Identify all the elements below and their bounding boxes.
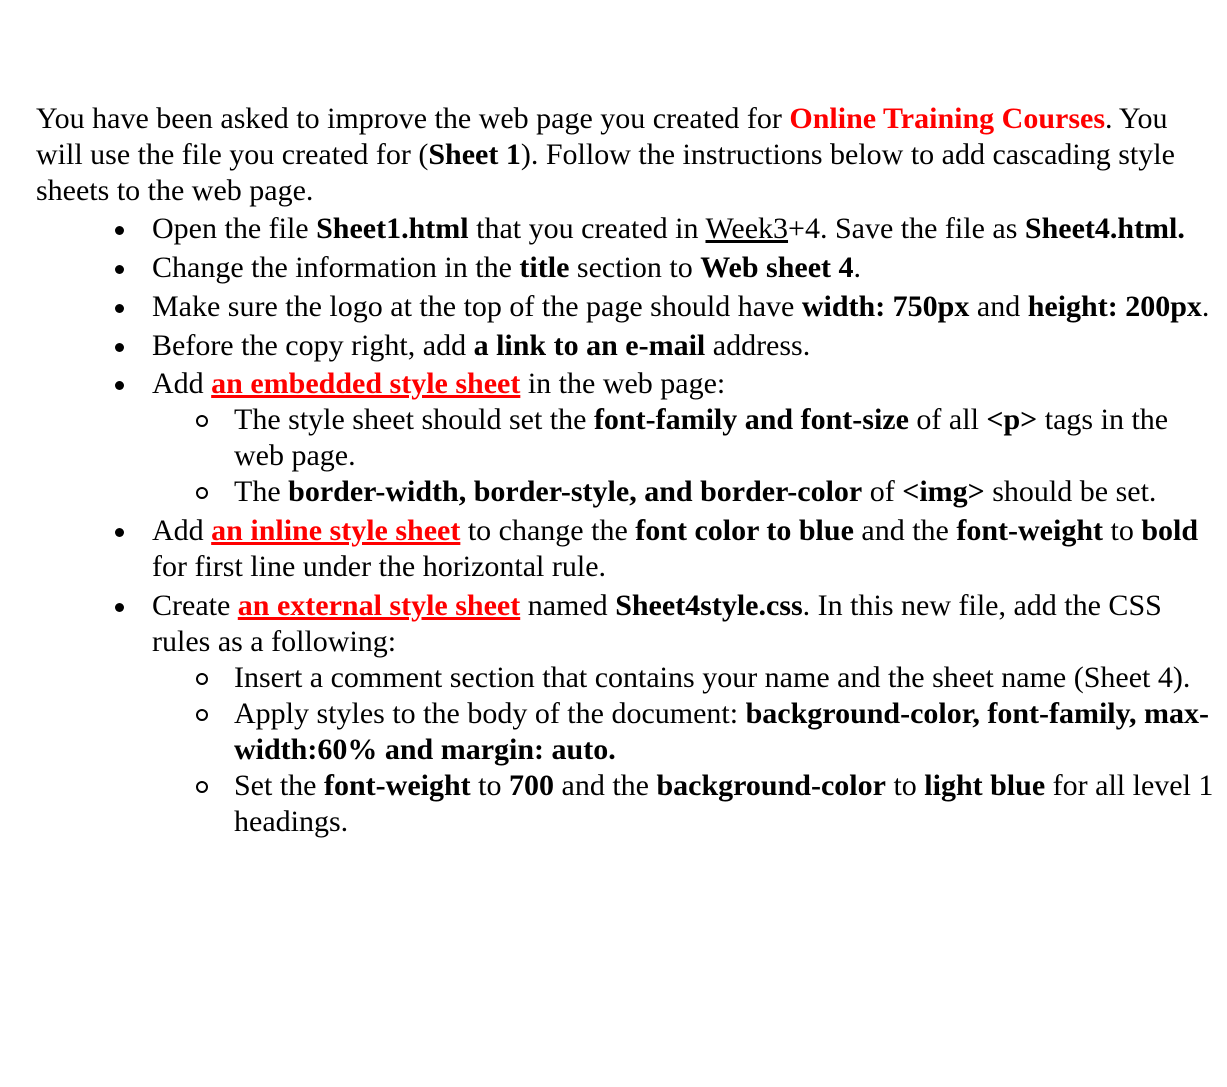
- assignment-document: [36, 101, 1221, 840]
- list-item: Make sure the logo at the top of the page should have width: 750px and height: 200px.: [36, 289, 1221, 325]
- sub-list: [36, 660, 1221, 840]
- sub-list: [36, 402, 1221, 510]
- intro-text: . You will use the file you created for (: [36, 102, 1168, 171]
- list-item: Create an external style sheet named Sheet4style.css. In this new file, add the CSS rules as a following:: [36, 588, 1221, 660]
- intro-text: ). Follow the instructions below to add cascading style sheets to the web page.: [36, 138, 1175, 207]
- list-item: Change the information in the title section to Web sheet 4.: [36, 250, 1221, 286]
- sub-list-item: Apply styles to the body of the document: background-color, font-family, max-width:60% and margin: auto.: [36, 696, 1221, 768]
- inline-style-link: an inline style sheet: [211, 514, 461, 547]
- list-item: Add an inline style sheet to change the font color to blue and the font-weight to bold for first line under the horizontal rule.: [36, 513, 1221, 585]
- course-name: Online Training Courses: [789, 102, 1105, 135]
- embedded-style-link: an embedded style sheet: [211, 367, 521, 400]
- instruction-list: [36, 211, 1221, 840]
- sub-list-item: Set the font-weight to 700 and the background-color to light blue for all level 1 headings.: [36, 768, 1221, 840]
- list-item: Before the copy right, add a link to an e-mail address.: [36, 328, 1221, 364]
- sub-list-item: The style sheet should set the font-family and font-size of all <p> tags in the web page.: [36, 402, 1221, 474]
- sheet-ref: Sheet 1: [428, 138, 521, 171]
- external-style-link: an external style sheet: [237, 589, 521, 622]
- intro-text: You have been asked to improve the web page you created for: [36, 102, 790, 135]
- sub-list-item: The border-width, border-style, and border-color of <img> should be set.: [36, 474, 1221, 510]
- sub-list-item: Insert a comment section that contains your name and the sheet name (Sheet 4).: [36, 660, 1221, 696]
- intro-paragraph: [36, 101, 1221, 209]
- week-link: Week3: [705, 212, 789, 245]
- list-item: Add an embedded style sheet in the web page:: [36, 366, 1221, 402]
- list-item: Open the file Sheet1.html that you created in Week3+4. Save the file as Sheet4.html.: [36, 211, 1221, 247]
